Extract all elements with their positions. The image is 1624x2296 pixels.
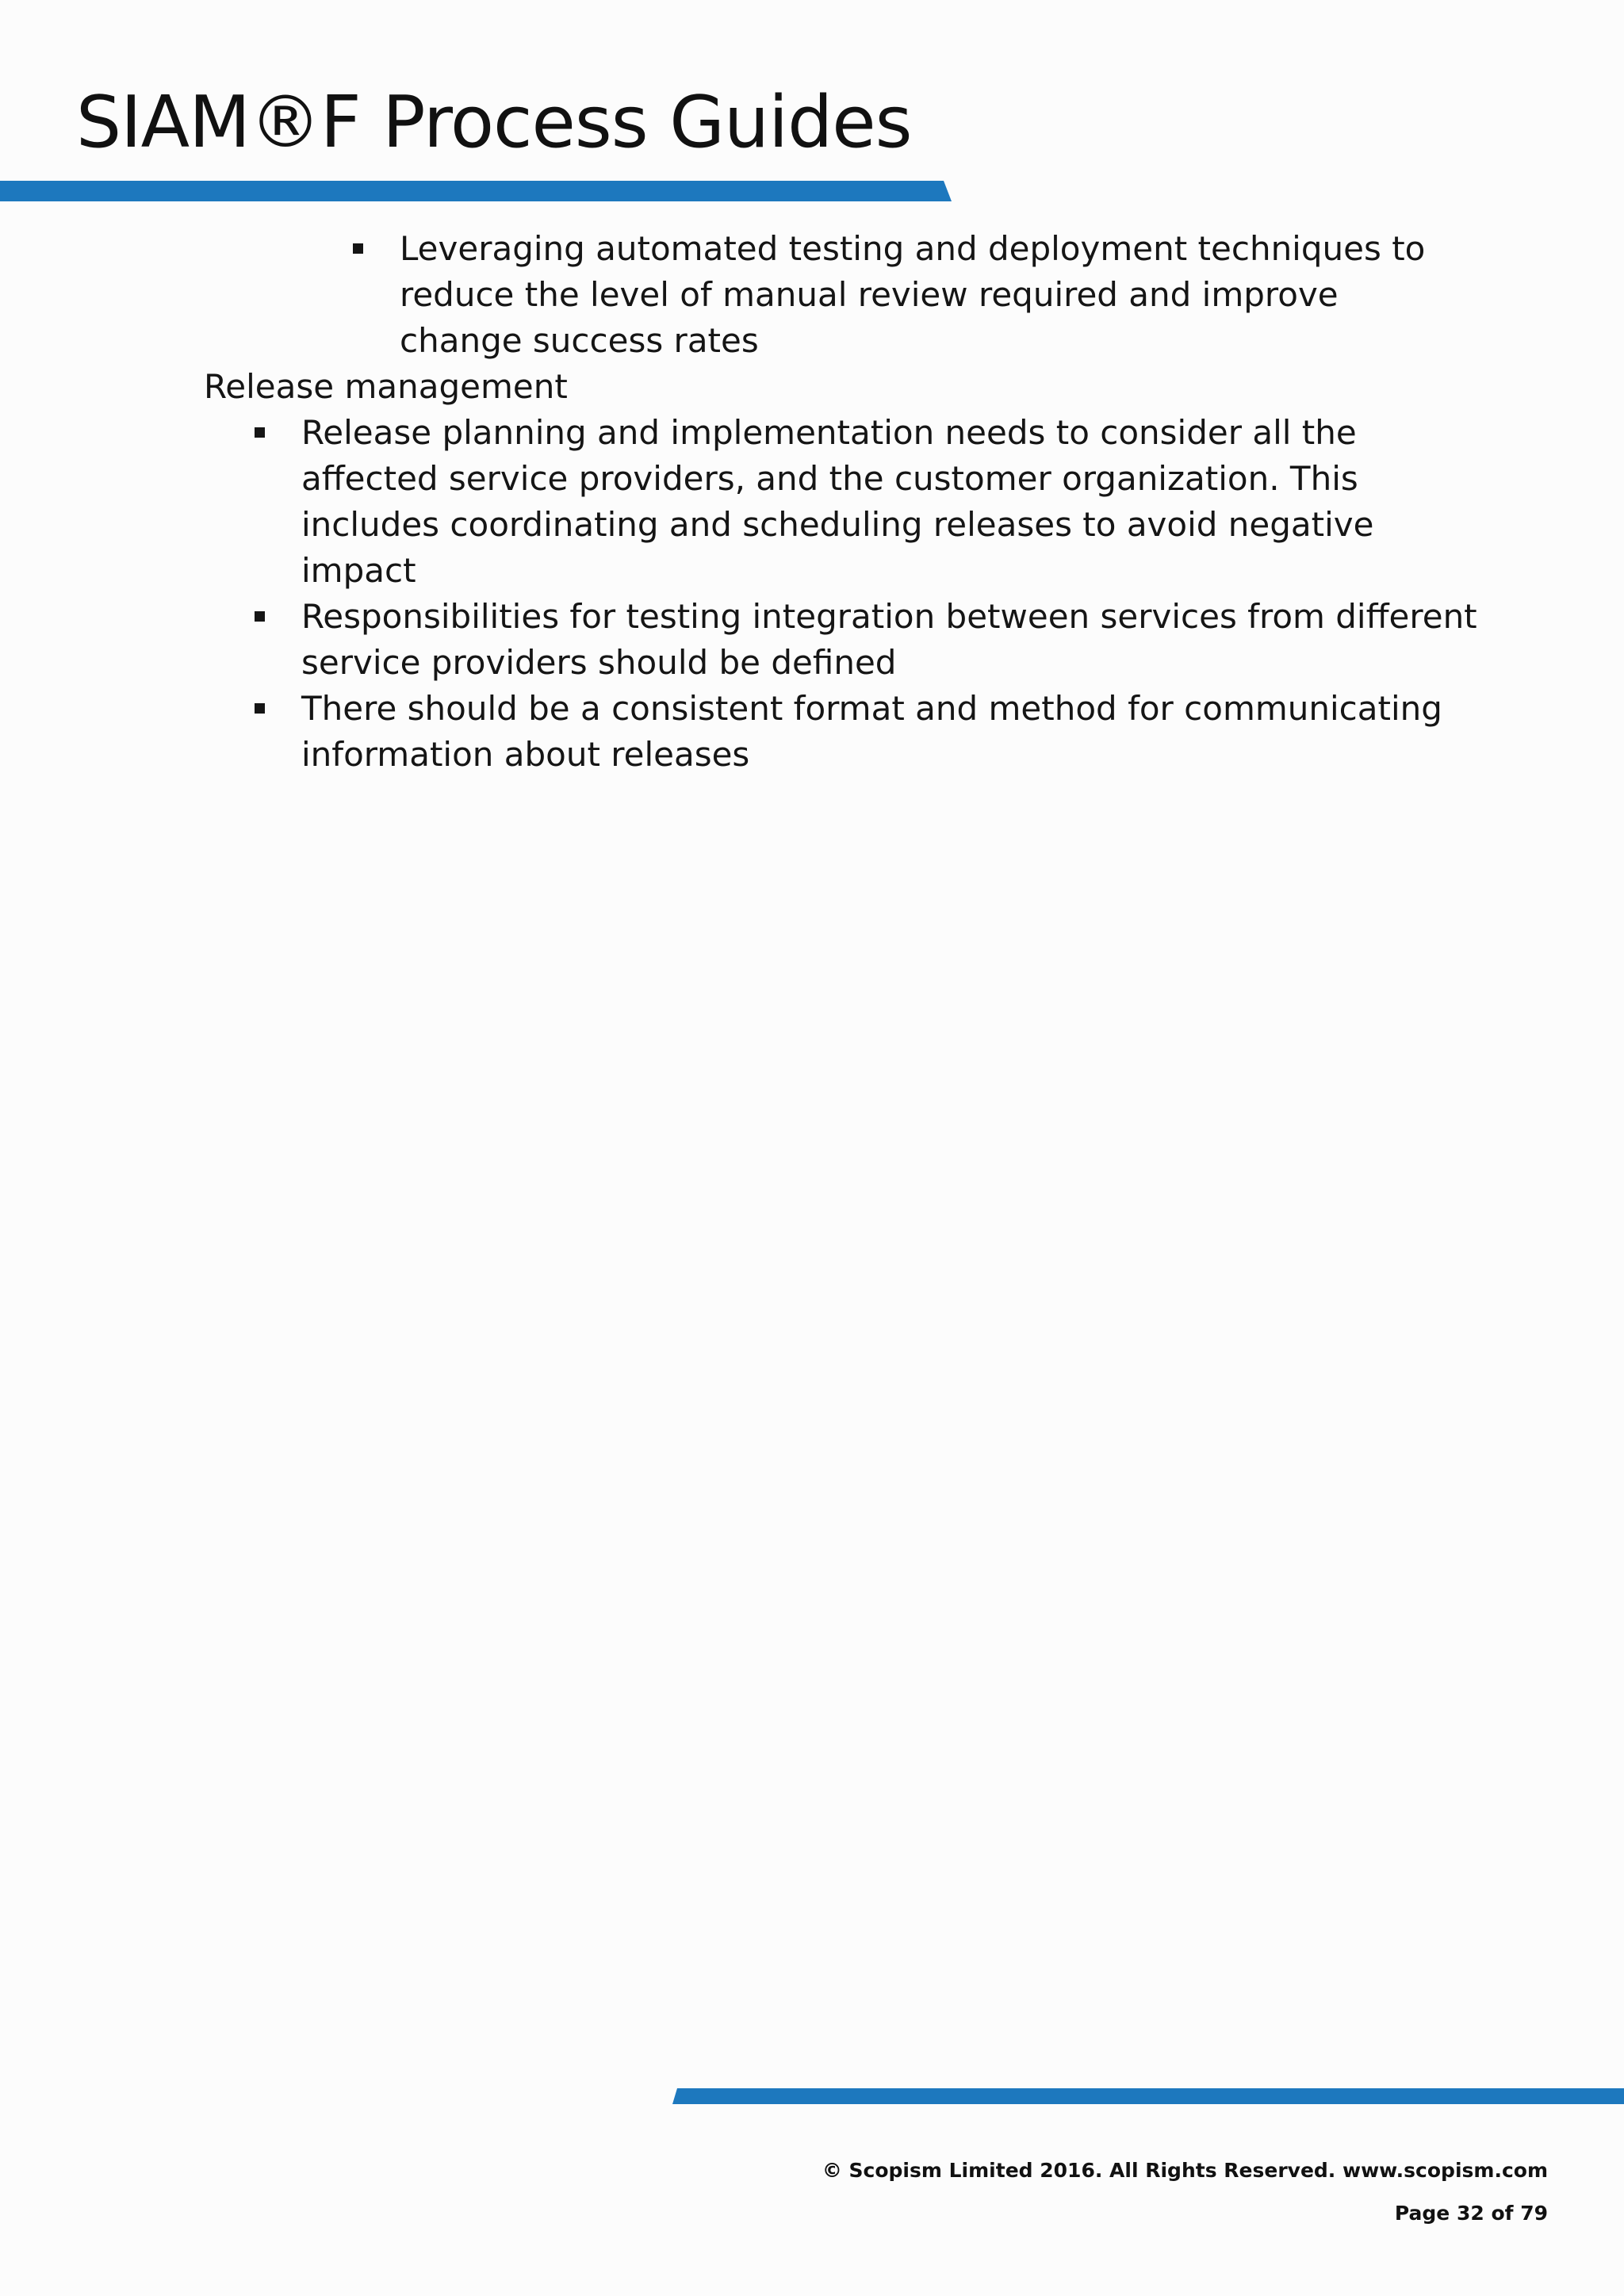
page-number: Page 32 of 79 xyxy=(1394,2202,1548,2225)
bullet-marker xyxy=(255,427,265,438)
footer-accent-bar xyxy=(672,2088,1624,2104)
page-title: SIAM®F Process Guides xyxy=(76,81,912,164)
sub-bullet-line: Leveraging automated testing and deployment techniques to xyxy=(400,229,1426,268)
sub-bullet-marker xyxy=(353,243,363,254)
bullet-line: information about releases xyxy=(301,735,750,774)
bullet-line: Responsibilities for testing integration between services from different xyxy=(301,597,1477,636)
footer-copyright: © Scopism Limited 2016. All Rights Reserved. www.scopism.com xyxy=(822,2159,1548,2182)
section-heading: Release management xyxy=(204,367,568,406)
bullet-marker xyxy=(255,611,265,622)
bullet-line: includes coordinating and scheduling releases to avoid negative xyxy=(301,505,1374,544)
sub-bullet-line: reduce the level of manual review required and improve xyxy=(400,275,1339,314)
bullet-line: There should be a consistent format and method for communicating xyxy=(301,689,1442,728)
sub-bullet-line: change success rates xyxy=(400,321,759,360)
bullet-line: Release planning and implementation needs to consider all the xyxy=(301,413,1357,452)
bullet-marker xyxy=(255,703,265,714)
header-accent-bar xyxy=(0,181,952,201)
bullet-line: affected service providers, and the customer organization. This xyxy=(301,459,1358,498)
bullet-line: service providers should be defined xyxy=(301,643,897,682)
bullet-line: impact xyxy=(301,551,416,590)
